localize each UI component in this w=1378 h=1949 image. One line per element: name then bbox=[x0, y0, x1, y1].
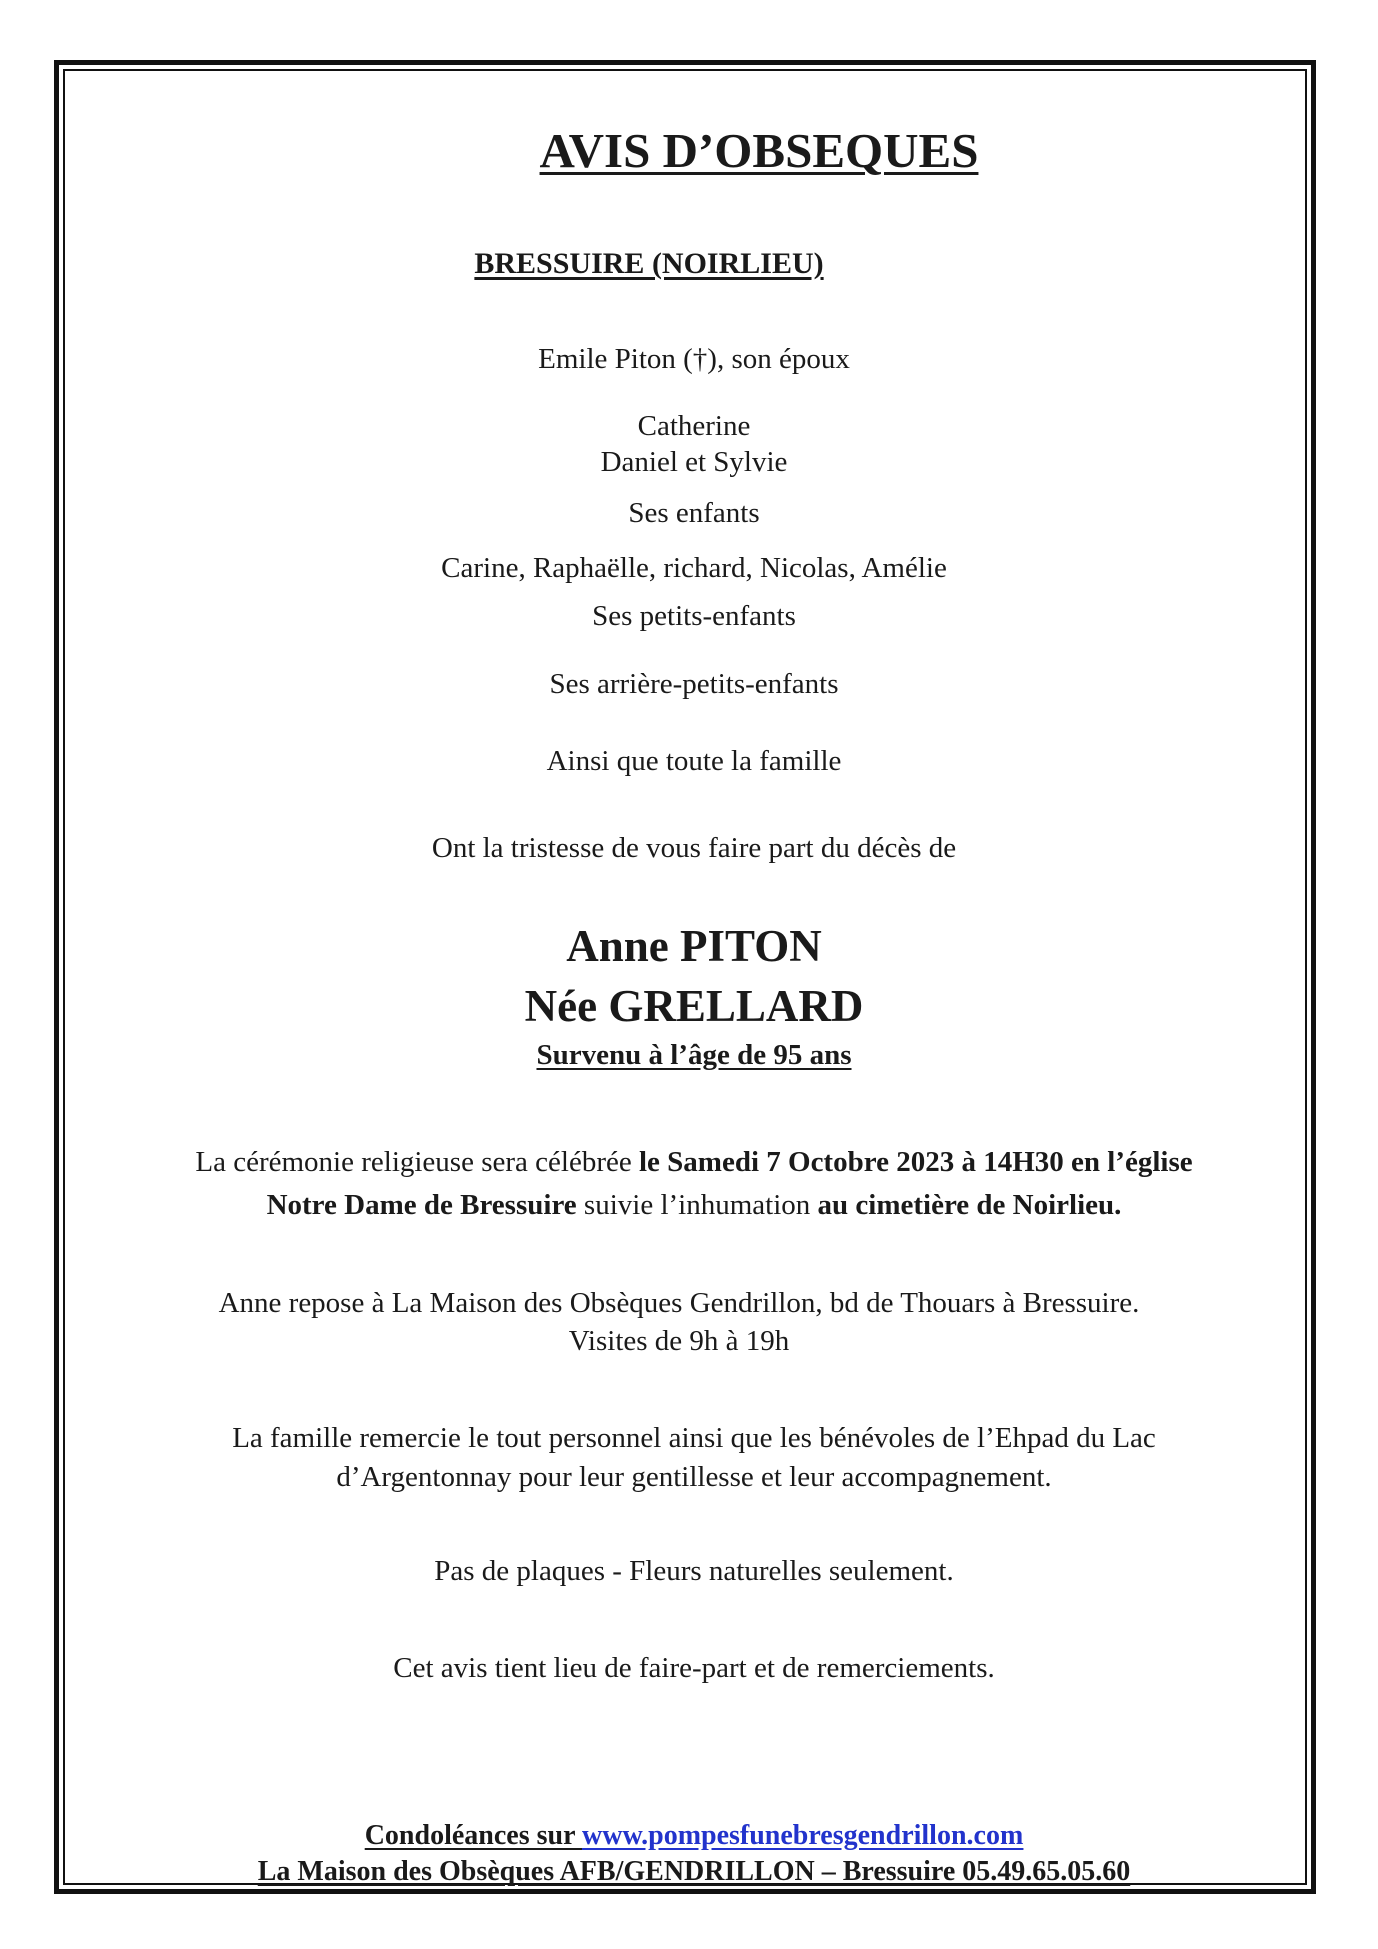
ceremony-date-place: le Samedi 7 Octobre 2023 à 14H30 en l’église bbox=[638, 1146, 1193, 1178]
flowers-line: Pas de plaques - Fleurs naturelles seulement. bbox=[434, 1555, 954, 1587]
great-grandchildren-label: Ses arrière-petits-enfants bbox=[549, 668, 839, 700]
deceased-name: Anne PITON bbox=[566, 921, 822, 971]
grandchildren-label: Ses petits-enfants bbox=[592, 600, 796, 632]
child-catherine: Catherine bbox=[637, 410, 751, 442]
condolences-label: Condoléances sur bbox=[364, 1820, 582, 1851]
child-daniel-sylvie: Daniel et Sylvie bbox=[600, 446, 788, 478]
condolences-line bbox=[5, 1820, 1378, 1852]
thanks-line-1: La famille remercie le tout personnel ainsi que les bénévoles de l’Ehpad du Lac bbox=[232, 1422, 1156, 1454]
children-label: Ses enfants bbox=[628, 497, 760, 529]
ceremony-church: Notre Dame de Bressuire bbox=[266, 1189, 577, 1221]
family-label: Ainsi que toute la famille bbox=[546, 745, 842, 777]
ceremony-line-2 bbox=[5, 1189, 1378, 1222]
website-link[interactable]: www.pompesfunebresgendrillon.com bbox=[582, 1820, 1024, 1851]
ceremony-cemetery: au cimetière de Noirlieu. bbox=[817, 1189, 1122, 1221]
ceremony-line-1 bbox=[5, 1146, 1378, 1179]
deceased-maiden-name: Née GRELLARD bbox=[524, 981, 864, 1031]
company-line: La Maison des Obsèques AFB/GENDRILLON – Bressuire 05.49.65.05.60 bbox=[257, 1856, 1131, 1887]
notice-line: Cet avis tient lieu de faire-part et de remerciements. bbox=[393, 1652, 995, 1684]
thanks-line-2: d’Argentonnay pour leur gentillesse et leur accompagnement. bbox=[336, 1461, 1052, 1493]
rest-line-1: Anne repose à La Maison des Obsèques Gendrillon, bd de Thouars à Bressuire. bbox=[218, 1287, 1140, 1319]
ceremony-intro: La cérémonie religieuse sera célébrée bbox=[195, 1146, 639, 1178]
spouse-line: Emile Piton (†), son époux bbox=[538, 343, 850, 375]
location-heading: BRESSUIRE (NOIRLIEU) bbox=[474, 247, 824, 280]
age-line: Survenu à l’âge de 95 ans bbox=[536, 1039, 852, 1071]
visits-line: Visites de 9h à 19h bbox=[568, 1325, 790, 1357]
page-title: AVIS D’OBSEQUES bbox=[539, 123, 979, 178]
announcement-line: Ont la tristesse de vous faire part du décès de bbox=[431, 832, 957, 864]
page-border-inner bbox=[63, 69, 1307, 1885]
burial-intro: suivie l’inhumation bbox=[576, 1189, 818, 1221]
grandchildren-names: Carine, Raphaëlle, richard, Nicolas, Amélie bbox=[441, 552, 947, 584]
